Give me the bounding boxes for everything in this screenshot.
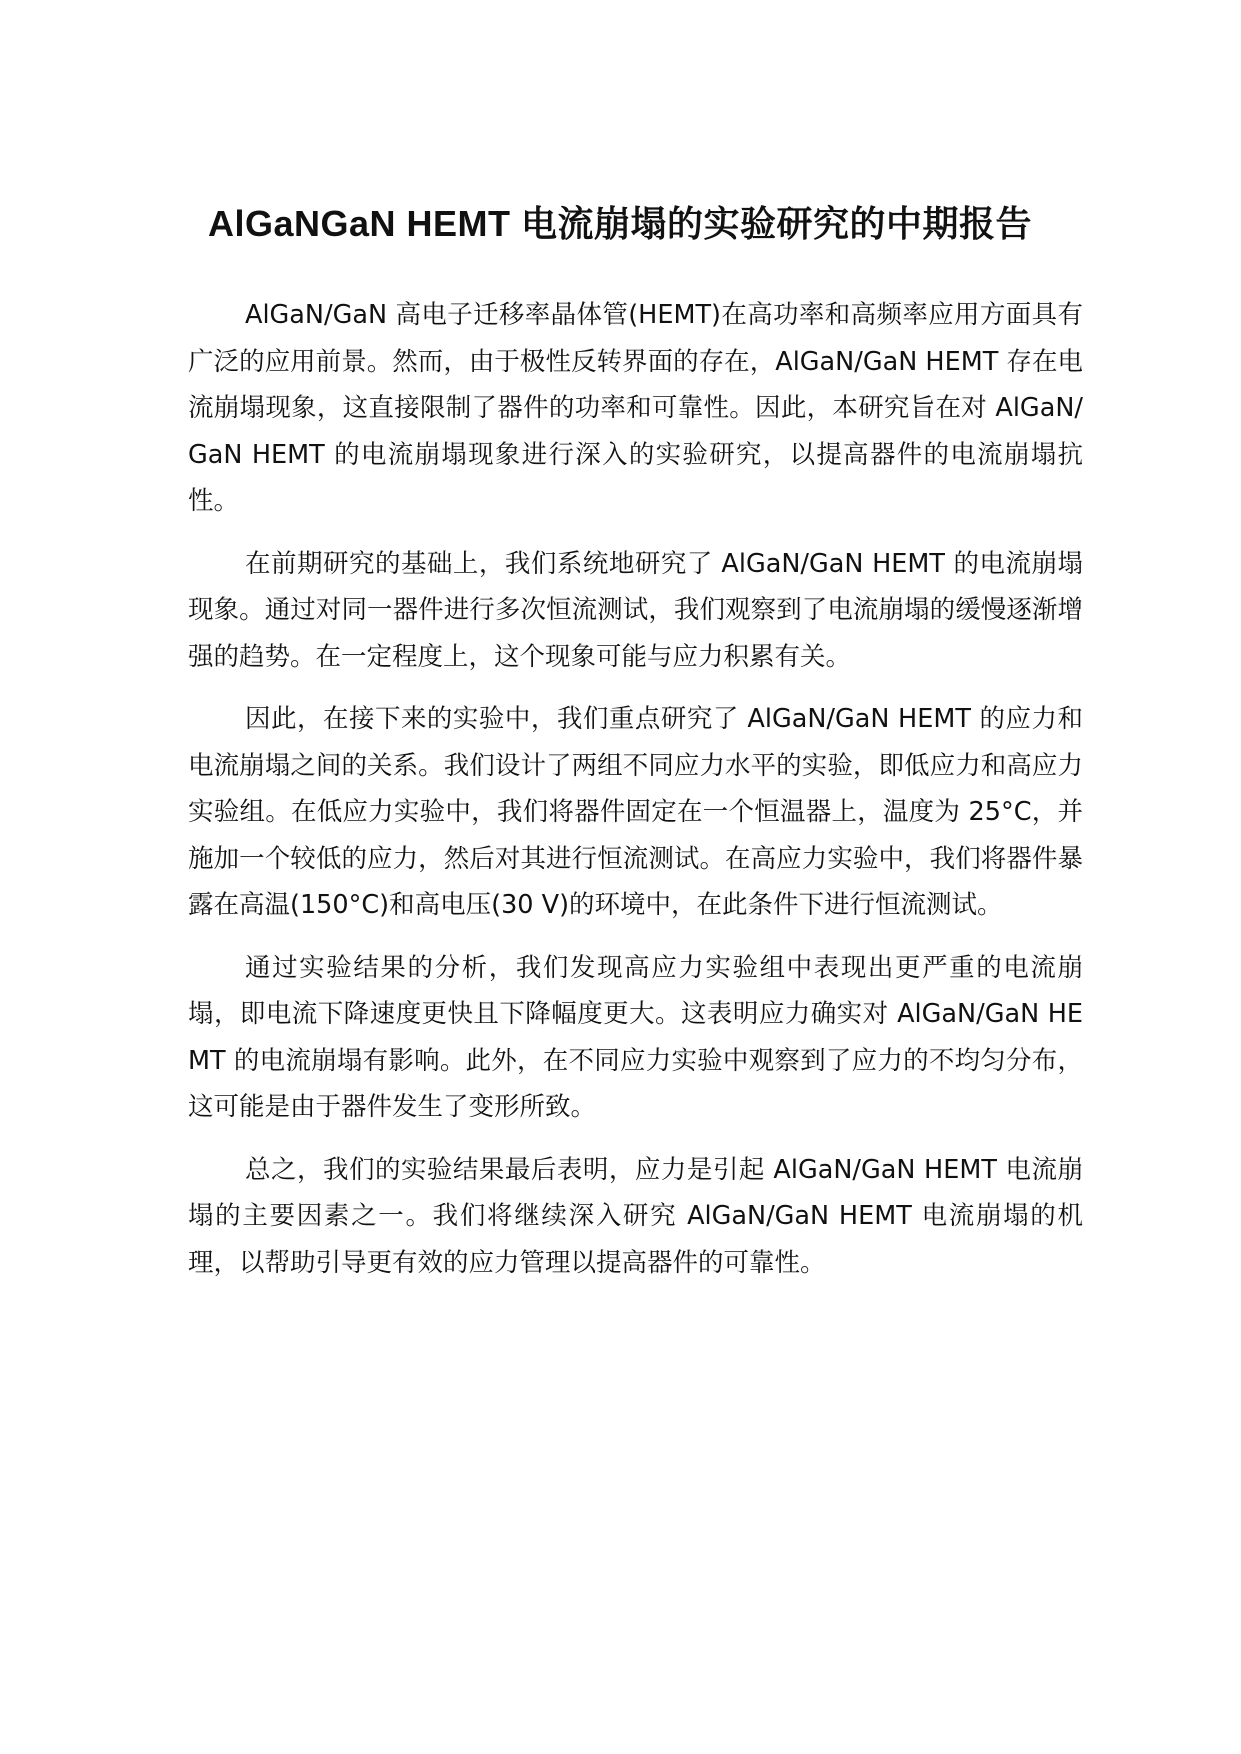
paragraph-preliminary-study: 在前期研究的基础上，我们系统地研究了 AlGaN/GaN HEMT 的电流崩塌现象。通过对同一器件进行多次恒流测试，我们观察到了电流崩塌的缓慢逐渐增强的趋势。在一定程度上，这个现象可能与应力积累有关。 bbox=[188, 548, 1083, 672]
paragraph-experiment-design: 因此，在接下来的实验中，我们重点研究了 AlGaN/GaN HEMT 的应力和电流崩塌之间的关系。我们设计了两组不同应力水平的实验，即低应力和高应力实验组。在低应力实验中，我们将器件固定在一个恒温器上，温度为 25°C，并施加一个较低的应力，然后对其进行恒流测试。在高应力实验中，我们将器件暴露在高温(150°C)和高电压(30 V)的环境中，在此条件下进行恒流测试。 bbox=[188, 704, 1083, 920]
paragraph-conclusion: 总之，我们的实验结果最后表明，应力是引起 AlGaN/GaN HEMT 电流崩塌的主要因素之一。我们将继续深入研究 AlGaN/GaN HEMT 电流崩塌的机理，以帮助引导更有效的应力管理以提高器件的可靠性。 bbox=[188, 1154, 1083, 1278]
paragraph-introduction: AlGaN/GaN 高电子迁移率晶体管(HEMT)在高功率和高频率应用方面具有广泛的应用前景。然而，由于极性反转界面的存在，AlGaN/GaN HEMT 存在电流崩塌现象，这直接限制了器件的功率和可靠性。因此，本研究旨在对 AlGaN/GaN HEMT 的电流崩塌现象进行深入的实验研究，以提高器件的电流崩塌抗性。 bbox=[188, 300, 1083, 516]
document-body bbox=[188, 292, 1083, 1302]
paragraph-results-analysis: 通过实验结果的分析，我们发现高应力实验组中表现出更严重的电流崩塌，即电流下降速度更快且下降幅度更大。这表明应力确实对 AlGaN/GaN HEMT 的电流崩塌有影响。此外，在不同应力实验中观察到了应力的不均匀分布，这可能是由于器件发生了变形所致。 bbox=[188, 952, 1083, 1122]
document-title: AlGaNGaN HEMT 电流崩塌的实验研究的中期报告 bbox=[207, 203, 1033, 245]
